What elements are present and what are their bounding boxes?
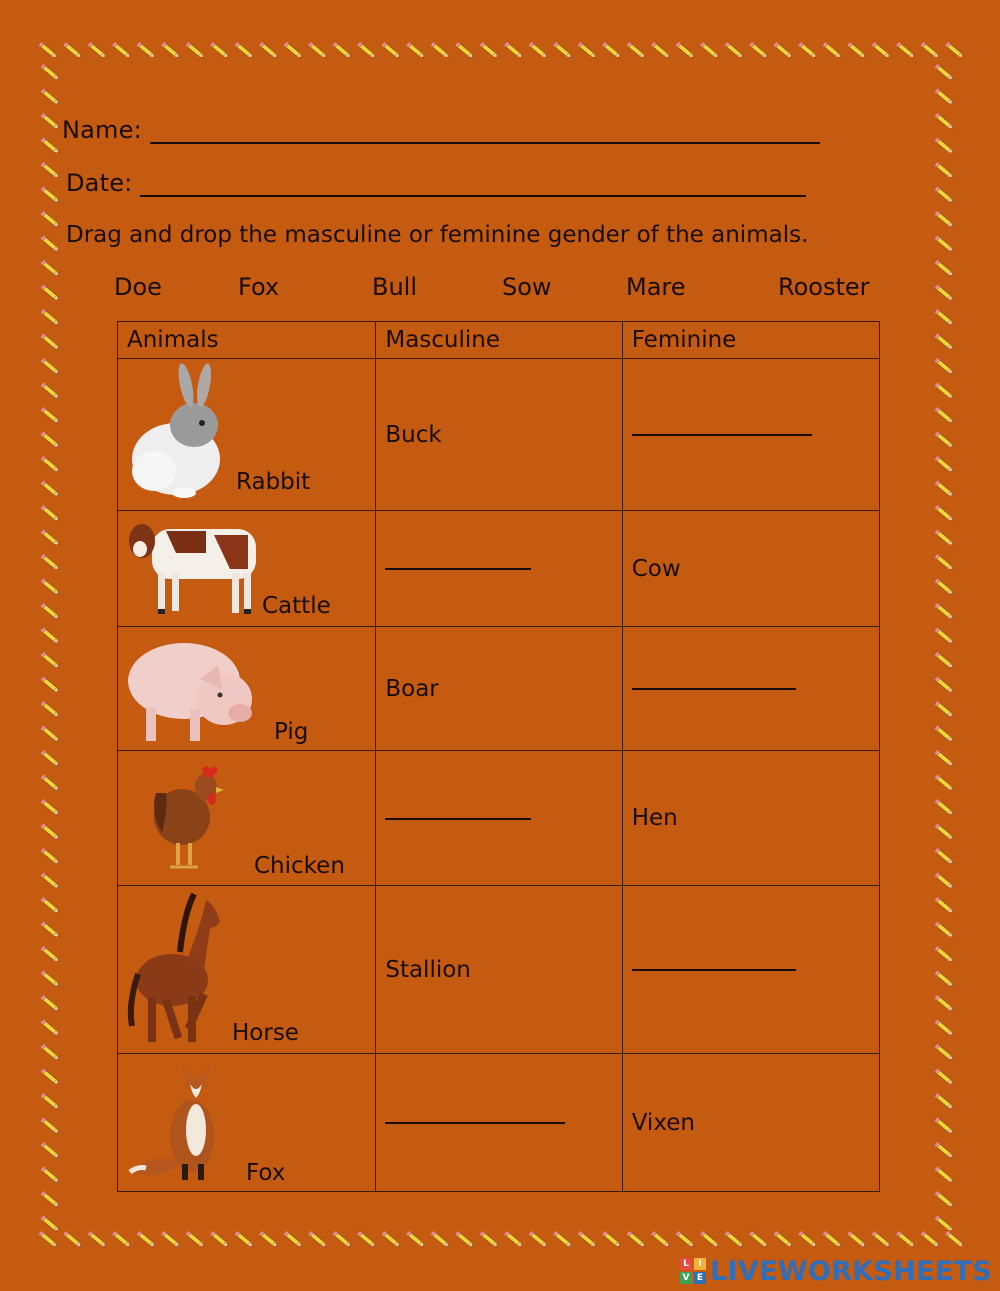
pencil-icon <box>406 1231 426 1249</box>
pencil-icon <box>39 42 59 60</box>
pencil-icon <box>774 1231 794 1249</box>
pencil-icon <box>872 1231 892 1249</box>
pencil-icon <box>63 42 83 60</box>
table-row <box>118 627 880 751</box>
pencil-icon <box>161 1231 181 1249</box>
feminine-cell[interactable] <box>622 359 879 511</box>
pencil-icon <box>41 64 61 82</box>
animal-name: Fox <box>246 1160 286 1186</box>
pencil-icon <box>935 897 955 915</box>
animal-cell <box>118 511 376 627</box>
masculine-cell[interactable] <box>376 511 622 627</box>
pencil-border-right <box>932 62 960 1230</box>
pencil-icon <box>41 725 61 743</box>
liveworksheets-logo <box>680 1255 992 1287</box>
pencil-icon <box>41 284 61 302</box>
pencil-icon <box>41 750 61 768</box>
logo-letter: L <box>680 1258 692 1270</box>
pencil-icon <box>798 1231 818 1249</box>
cow-image <box>126 515 262 617</box>
pencil-icon <box>41 113 61 131</box>
table-row <box>118 359 880 511</box>
answer-blank[interactable] <box>632 969 796 971</box>
pencil-icon <box>41 554 61 572</box>
pencil-icon <box>41 137 61 155</box>
pencil-icon <box>41 211 61 229</box>
fox-image <box>126 1056 226 1182</box>
masculine-cell[interactable] <box>376 751 622 886</box>
pencil-icon <box>935 64 955 82</box>
pencil-icon <box>651 1231 671 1249</box>
pencil-icon <box>935 137 955 155</box>
pencil-icon <box>578 42 598 60</box>
pencil-icon <box>41 823 61 841</box>
pencil-icon <box>935 407 955 425</box>
pencil-icon <box>455 1231 475 1249</box>
pencil-icon <box>41 627 61 645</box>
animal-name: Rabbit <box>236 469 311 495</box>
logo-letter: I <box>694 1258 706 1270</box>
chicken-image <box>150 763 226 875</box>
pencil-icon <box>41 529 61 547</box>
pencil-icon <box>935 235 955 253</box>
name-field-row <box>62 116 820 144</box>
answer-blank[interactable] <box>385 818 531 820</box>
logo-grid-icon <box>680 1258 706 1284</box>
pencil-icon <box>186 42 206 60</box>
pencil-icon <box>41 799 61 817</box>
animal-cell <box>118 1054 376 1192</box>
pencil-icon <box>41 235 61 253</box>
pencil-icon <box>935 872 955 890</box>
pencil-icon <box>921 42 941 60</box>
pencil-icon <box>41 309 61 327</box>
pencil-icon <box>210 42 230 60</box>
masculine-cell[interactable] <box>376 1054 622 1192</box>
pencil-icon <box>112 42 132 60</box>
pencil-icon <box>41 946 61 964</box>
pencil-icon <box>935 750 955 768</box>
pencil-icon <box>935 578 955 596</box>
pencil-icon <box>553 42 573 60</box>
pencil-icon <box>41 407 61 425</box>
pencil-icon <box>823 42 843 60</box>
pencil-icon <box>935 848 955 866</box>
pencil-icon <box>935 627 955 645</box>
pencil-icon <box>935 1093 955 1111</box>
pencil-icon <box>935 88 955 106</box>
pencil-icon <box>41 603 61 621</box>
pencil-icon <box>308 1231 328 1249</box>
pencil-icon <box>431 1231 451 1249</box>
table-row <box>118 511 880 627</box>
pencil-icon <box>935 113 955 131</box>
pencil-icon <box>529 1231 549 1249</box>
column-header-masculine: Masculine <box>376 322 622 359</box>
pencil-icon <box>935 505 955 523</box>
pencil-icon <box>578 1231 598 1249</box>
column-header-animals: Animals <box>118 322 376 359</box>
pencil-icon <box>921 1231 941 1249</box>
pencil-icon <box>41 505 61 523</box>
pencil-border-left <box>38 62 66 1230</box>
pencil-icon <box>137 42 157 60</box>
pencil-icon <box>41 1215 61 1230</box>
animal-cell <box>118 751 376 886</box>
pencil-icon <box>935 823 955 841</box>
pencil-icon <box>725 1231 745 1249</box>
pencil-icon <box>41 162 61 180</box>
pencil-icon <box>41 480 61 498</box>
date-input-line[interactable] <box>140 173 806 197</box>
name-label: Name: <box>62 116 142 144</box>
date-field-row <box>66 169 806 197</box>
word-bank-item[interactable]: Bull <box>372 273 418 301</box>
pencil-icon <box>725 42 745 60</box>
answer-blank[interactable] <box>385 568 531 570</box>
pencil-icon <box>935 480 955 498</box>
pencil-icon <box>700 1231 720 1249</box>
pencil-icon <box>210 1231 230 1249</box>
pencil-icon <box>627 1231 647 1249</box>
pencil-icon <box>41 848 61 866</box>
pencil-icon <box>935 554 955 572</box>
pencil-icon <box>431 42 451 60</box>
pencil-icon <box>41 1191 61 1209</box>
pencil-icon <box>935 1019 955 1037</box>
pencil-icon <box>235 1231 255 1249</box>
pencil-icon <box>823 1231 843 1249</box>
pencil-icon <box>700 42 720 60</box>
pencil-icon <box>676 42 696 60</box>
answer-blank[interactable] <box>632 434 812 436</box>
masculine-cell: Stallion <box>376 886 622 1054</box>
pencil-icon <box>333 42 353 60</box>
pencil-icon <box>504 42 524 60</box>
pencil-icon <box>935 284 955 302</box>
pencil-icon <box>935 1191 955 1209</box>
pencil-icon <box>935 1142 955 1160</box>
table-row <box>118 1054 880 1192</box>
pencil-icon <box>480 1231 500 1249</box>
word-bank-item[interactable]: Doe <box>114 273 162 301</box>
pencil-icon <box>41 970 61 988</box>
pencil-icon <box>39 1231 59 1249</box>
pencil-border-bottom <box>38 1227 962 1255</box>
pencil-icon <box>935 652 955 670</box>
pencil-icon <box>41 1093 61 1111</box>
pencil-icon <box>872 42 892 60</box>
pencil-icon <box>676 1231 696 1249</box>
answer-blank[interactable] <box>632 688 796 690</box>
pencil-icon <box>259 42 279 60</box>
pencil-icon <box>333 1231 353 1249</box>
pencil-icon <box>357 1231 377 1249</box>
pencil-icon <box>935 529 955 547</box>
pencil-icon <box>382 1231 402 1249</box>
pencil-icon <box>935 186 955 204</box>
pencil-icon <box>935 799 955 817</box>
pencil-icon <box>41 701 61 719</box>
pencil-icon <box>41 897 61 915</box>
pencil-icon <box>88 1231 108 1249</box>
pencil-icon <box>480 42 500 60</box>
pencil-icon <box>406 42 426 60</box>
answer-blank[interactable] <box>385 1122 565 1124</box>
pencil-icon <box>41 652 61 670</box>
pencil-icon <box>137 1231 157 1249</box>
pencil-icon <box>935 211 955 229</box>
pencil-icon <box>41 872 61 890</box>
pencil-icon <box>161 42 181 60</box>
animal-cell <box>118 886 376 1054</box>
pencil-icon <box>935 431 955 449</box>
pencil-icon <box>935 260 955 278</box>
pencil-icon <box>357 42 377 60</box>
pencil-icon <box>308 42 328 60</box>
pencil-icon <box>935 456 955 474</box>
pencil-icon <box>935 382 955 400</box>
logo-letter: E <box>694 1272 706 1284</box>
pencil-icon <box>935 921 955 939</box>
pencil-icon <box>235 42 255 60</box>
pencil-icon <box>935 358 955 376</box>
word-bank-item[interactable]: Fox <box>238 273 280 301</box>
pencil-icon <box>935 1068 955 1086</box>
horse-image <box>126 888 226 1048</box>
pencil-icon <box>602 1231 622 1249</box>
pencil-icon <box>382 42 402 60</box>
table-row <box>118 751 880 886</box>
pencil-icon <box>284 1231 304 1249</box>
pencil-icon <box>935 309 955 327</box>
pencil-icon <box>627 42 647 60</box>
pencil-icon <box>935 603 955 621</box>
pencil-icon <box>847 1231 867 1249</box>
instruction-text: Drag and drop the masculine or feminine gender of the animals. <box>66 222 809 248</box>
feminine-cell: Vixen <box>622 1054 879 1192</box>
pencil-icon <box>504 1231 524 1249</box>
pencil-icon <box>63 1231 83 1249</box>
pencil-icon <box>41 921 61 939</box>
pencil-icon <box>935 1166 955 1184</box>
pencil-icon <box>945 1231 962 1249</box>
pencil-icon <box>41 1166 61 1184</box>
feminine-cell: Hen <box>622 751 879 886</box>
pencil-icon <box>935 970 955 988</box>
pencil-icon <box>88 42 108 60</box>
pencil-icon <box>935 1215 955 1230</box>
pencil-icon <box>935 701 955 719</box>
pencil-icon <box>41 676 61 694</box>
pencil-icon <box>41 333 61 351</box>
pencil-icon <box>945 42 962 60</box>
pencil-icon <box>896 42 916 60</box>
animal-cell <box>118 359 376 511</box>
pencil-icon <box>935 333 955 351</box>
pencil-icon <box>602 42 622 60</box>
logo-text: LIVEWORKSHEETS <box>709 1255 992 1287</box>
pencil-icon <box>41 1068 61 1086</box>
word-bank-item[interactable]: Sow <box>502 273 552 301</box>
pencil-icon <box>41 186 61 204</box>
pencil-icon <box>41 382 61 400</box>
pencil-icon <box>41 431 61 449</box>
pencil-icon <box>896 1231 916 1249</box>
table-row <box>118 886 880 1054</box>
table-header-row <box>118 322 880 359</box>
pencil-icon <box>112 1231 132 1249</box>
word-bank-item[interactable]: Mare <box>626 273 686 301</box>
pencil-icon <box>41 88 61 106</box>
name-input-line[interactable] <box>150 120 820 144</box>
feminine-cell[interactable] <box>622 886 879 1054</box>
animal-name: Horse <box>232 1020 299 1046</box>
feminine-cell: Cow <box>622 511 879 627</box>
feminine-cell[interactable] <box>622 627 879 751</box>
pencil-icon <box>847 42 867 60</box>
pencil-border-top <box>38 38 962 66</box>
gender-table <box>117 321 880 1192</box>
pencil-icon <box>935 1044 955 1062</box>
pencil-icon <box>935 774 955 792</box>
pig-image <box>124 629 256 745</box>
pencil-icon <box>41 260 61 278</box>
pencil-icon <box>41 774 61 792</box>
pencil-icon <box>749 1231 769 1249</box>
column-header-feminine: Feminine <box>622 322 879 359</box>
date-label: Date: <box>66 169 133 197</box>
pencil-icon <box>935 946 955 964</box>
pencil-icon <box>553 1231 573 1249</box>
pencil-icon <box>41 1117 61 1135</box>
pencil-icon <box>935 995 955 1013</box>
pencil-icon <box>41 578 61 596</box>
pencil-icon <box>455 42 475 60</box>
word-bank-item[interactable]: Rooster <box>778 273 870 301</box>
animal-name: Pig <box>274 719 309 745</box>
animal-name: Cattle <box>262 593 331 619</box>
pencil-icon <box>529 42 549 60</box>
pencil-icon <box>41 456 61 474</box>
masculine-cell: Boar <box>376 627 622 751</box>
pencil-icon <box>935 725 955 743</box>
pencil-icon <box>798 42 818 60</box>
pencil-icon <box>774 42 794 60</box>
pencil-icon <box>935 676 955 694</box>
pencil-icon <box>651 42 671 60</box>
pencil-icon <box>935 1117 955 1135</box>
animal-name: Chicken <box>254 853 345 879</box>
pencil-icon <box>284 42 304 60</box>
pencil-icon <box>41 995 61 1013</box>
rabbit-image <box>124 363 224 501</box>
pencil-icon <box>41 1019 61 1037</box>
logo-letter: V <box>680 1272 692 1284</box>
pencil-icon <box>186 1231 206 1249</box>
pencil-icon <box>41 358 61 376</box>
pencil-icon <box>41 1044 61 1062</box>
animal-cell <box>118 627 376 751</box>
pencil-icon <box>935 162 955 180</box>
pencil-icon <box>749 42 769 60</box>
masculine-cell: Buck <box>376 359 622 511</box>
pencil-icon <box>41 1142 61 1160</box>
pencil-icon <box>259 1231 279 1249</box>
